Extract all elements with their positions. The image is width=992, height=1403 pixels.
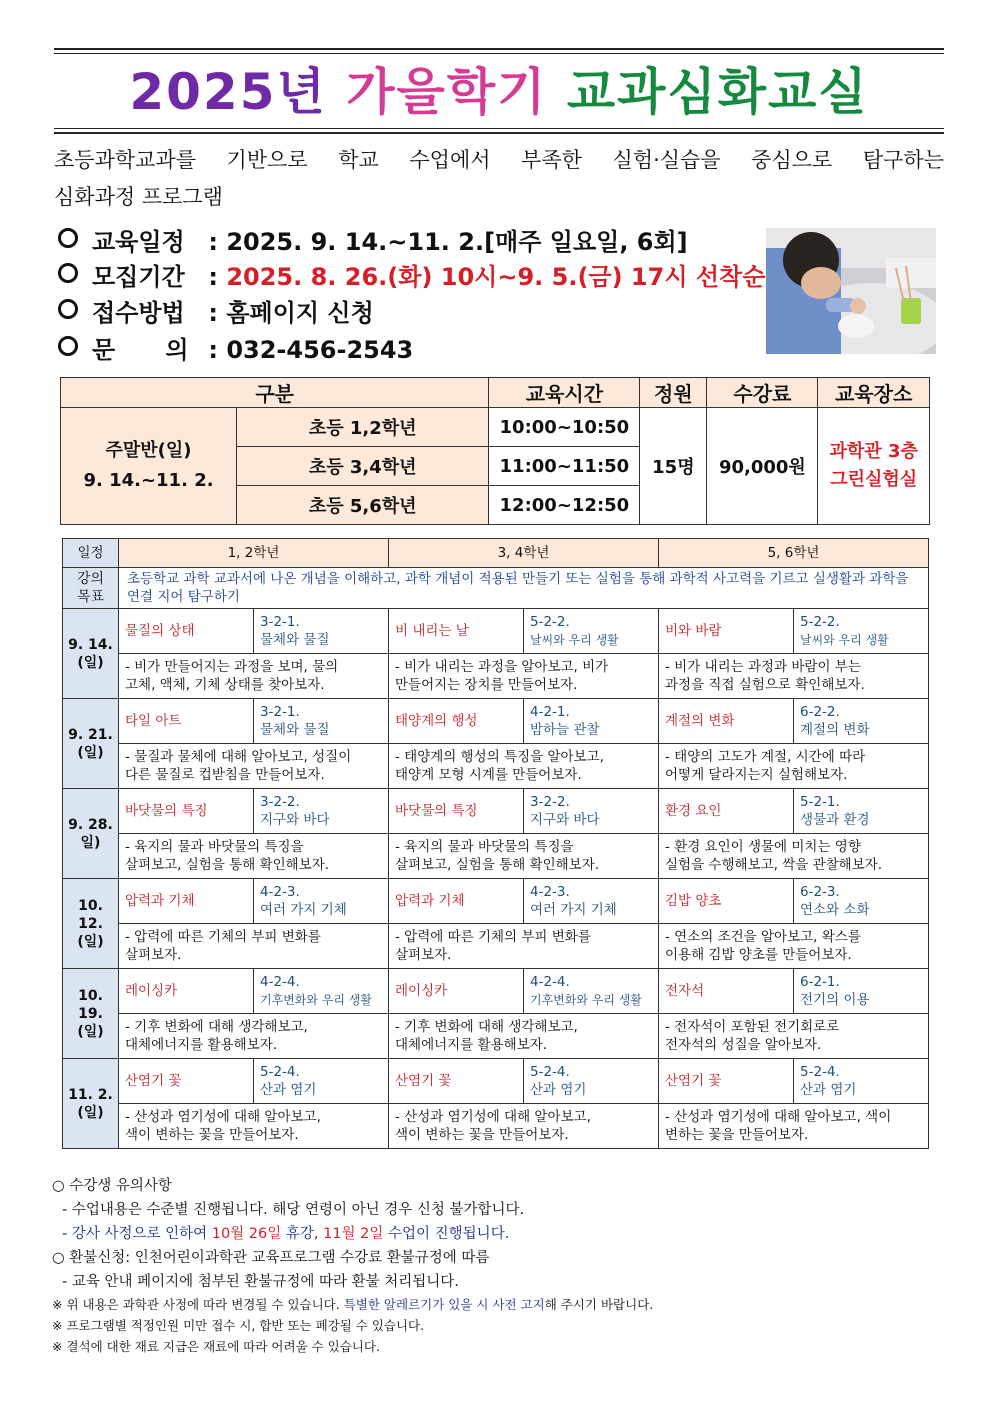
schedule-date: 10. 19. (일) [63,969,119,1059]
info-schedule: 교육일정 : 2025. 9. 14.~11. 2.[매주 일요일, 6회] [58,226,688,258]
lesson-description: - 태양의 고도가 계절, 시간에 따라 어떻게 달라지는지 실험해보자. [659,744,929,789]
summary-group: 주말반(일) 9. 14.~11. 2. [61,408,237,525]
info-recruit-value: 2025. 8. 26.(화) 10시~9. 5.(금) 17시 선착순 [226,263,766,291]
schedule-date: 10. 12. (일) [63,879,119,969]
lesson-topic: 산염기 꽃 [659,1059,794,1104]
lesson-description: - 압력에 따른 기체의 부피 변화를 살펴보자. [119,924,389,969]
summary-header-capacity: 정원 [640,378,707,408]
note-line: - 수업내용은 수준별 진행됩니다. 해당 연령이 아닌 경우 신청 불가합니다. [62,1202,525,1218]
curriculum-unit: 4-2-1. 밤하늘 관찰 [524,699,659,744]
note-heading-refund: ○ 환불신청: 인천어린이과학관 교육프로그램 수강료 환불규정에 따름 [52,1250,490,1266]
info-schedule-value: 2025. 9. 14.~11. 2.[매주 일요일, 6회] [226,228,688,256]
summary-place: 과학관 3층 그린실험실 [818,408,930,525]
lesson-topic: 비 내리는 날 [389,609,524,654]
summary-header-category: 구분 [61,378,489,408]
curriculum-unit: 6-2-3. 연소와 소화 [794,879,929,924]
schedule-table [62,538,929,1149]
lesson-topic: 태양계의 행성 [389,699,524,744]
schedule-date: 9. 28. 일) [63,789,119,879]
info-contact: 문 의 : 032-456-2543 [58,334,413,366]
lesson-topic: 비와 바람 [659,609,794,654]
summary-time: 10:00~10:50 [489,408,640,447]
lesson-description: - 기후 변화에 대해 생각해보고, 대체에너지를 활용해보자. [119,1014,389,1059]
title-program: 교과심화교실 [566,63,869,121]
lesson-description: - 기후 변화에 대해 생각해보고, 대체에너지를 활용해보자. [389,1014,659,1059]
summary-capacity: 15명 [640,408,707,525]
info-contact-value: 032-456-2543 [226,336,414,364]
summary-grade: 초등 1,2학년 [237,408,489,447]
lesson-description: - 비가 내리는 과정을 알아보고, 비가 만들어지는 장치를 만들어보자. [389,654,659,699]
curriculum-unit: 3-2-2. 지구와 바다 [524,789,659,834]
curriculum-unit: 3-2-1. 물체와 물질 [254,699,389,744]
lesson-description: - 전자석이 포함된 전기회로로 전자석의 성질을 알아보자. [659,1014,929,1059]
lesson-description: - 비가 만들어지는 과정을 보며, 물의 고체, 액체, 기체 상태를 찾아보자. [119,654,389,699]
curriculum-unit: 3-2-2. 지구와 바다 [254,789,389,834]
top-rule-1 [54,48,944,50]
lesson-topic: 산염기 꽃 [389,1059,524,1104]
intro-line-2: 심화과정 프로그램 [54,185,223,209]
curriculum-unit: 5-2-2. 날씨와 우리 생활 [794,609,929,654]
note-line: - 교육 안내 페이지에 첨부된 환불규정에 따라 환불 처리됩니다. [62,1274,459,1290]
info-apply-value: 홈페이지 신청 [226,299,374,327]
info-recruit: 모집기간 : 2025. 8. 26.(화) 10시~9. 5.(금) 17시 선착순 [58,261,765,293]
lesson-description: - 산성과 염기성에 대해 알아보고, 색이 변하는 꽃을 만들어보자. [119,1104,389,1149]
lesson-topic: 물질의 상태 [119,609,254,654]
lesson-topic: 산염기 꽃 [119,1059,254,1104]
lesson-description: - 물질과 물체에 대해 알아보고, 성질이 다른 물질로 컵받침을 만들어보자. [119,744,389,789]
lesson-topic: 바닷물의 특징 [389,789,524,834]
curriculum-unit: 4-2-3. 여러 가지 기체 [254,879,389,924]
curriculum-unit: 4-2-4. 기후변화와 우리 생활 [524,969,659,1014]
note-allergy: ※ 위 내용은 과학관 사정에 따라 변경될 수 있습니다. 특별한 알레르기가 있을 시 사전 고지해 주시기 바랍니다. [52,1297,654,1312]
curriculum-unit: 5-2-1. 생물과 환경 [794,789,929,834]
note-line: ※ 프로그램별 적정인원 미만 접수 시, 합반 또는 폐강될 수 있습니다. [52,1318,425,1333]
summary-grade: 초등 5,6학년 [237,486,489,525]
circle-bullet-icon [58,299,78,319]
circle-bullet-icon [58,228,78,248]
summary-header-place: 교육장소 [818,378,930,408]
lesson-topic: 레이싱카 [119,969,254,1014]
summary-time: 11:00~11:50 [489,447,640,486]
schedule-date: 11. 2. (일) [63,1059,119,1149]
lesson-topic: 환경 요인 [659,789,794,834]
note-line: ※ 결석에 대한 재료 지급은 재료에 따라 어려울 수 있습니다. [52,1339,380,1354]
title-semester: 가을학기 [346,63,548,121]
lesson-topic: 바닷물의 특징 [119,789,254,834]
summary-fee: 90,000원 [707,408,818,525]
lesson-description: - 비가 내리는 과정과 바람이 부는 과정을 직접 실험으로 확인해보자. [659,654,929,699]
curriculum-unit: 5-2-2. 날씨와 우리 생활 [524,609,659,654]
schedule-date: 9. 21. (일) [63,699,119,789]
schedule-header-date: 일정 [63,539,119,568]
summary-grade: 초등 3,4학년 [237,447,489,486]
schedule-header-grade34: 3, 4학년 [389,539,659,568]
lesson-description: - 압력에 따른 기체의 부피 변화를 살펴보자. [389,924,659,969]
lesson-topic: 압력과 기체 [119,879,254,924]
lesson-description: - 산성과 염기성에 대해 알아보고, 색이 변하는 꽃을 만들어보자. [659,1104,929,1149]
lesson-description: - 환경 요인이 생물에 미치는 영향 실험을 수행해보고, 싹을 관찰해보자. [659,834,929,879]
lesson-topic: 김밥 양초 [659,879,794,924]
curriculum-unit: 5-2-4. 산과 염기 [524,1059,659,1104]
title-year: 2025년 [129,63,327,121]
schedule-header-grade12: 1, 2학년 [119,539,389,568]
title-rule-2 [54,132,944,134]
summary-header-fee: 수강료 [707,378,818,408]
curriculum-unit: 6-2-2. 계절의 변화 [794,699,929,744]
class-photo [766,228,936,354]
curriculum-unit: 5-2-4. 산과 염기 [794,1059,929,1104]
intro-line-1: 초등과학교과를 기반으로 학교 수업에서 부족한 실험·실습을 중심으로 탐구하는 [54,148,944,172]
page-title [54,62,944,122]
curriculum-unit: 4-2-4. 기후변화와 우리 생활 [254,969,389,1014]
lesson-topic: 압력과 기체 [389,879,524,924]
notes [52,1174,952,1357]
goal-label: 강의 목표 [63,568,119,609]
lesson-description: - 연소의 조건을 알아보고, 왁스를 이용해 김밥 양초를 만들어보자. [659,924,929,969]
note-closure: - 강사 사정으로 인하여 10월 26일 휴강, 11월 2일 수업이 진행됩니다. [62,1226,510,1242]
title-rule-1 [54,128,944,129]
summary-time: 12:00~12:50 [489,486,640,525]
curriculum-unit: 5-2-4. 산과 염기 [254,1059,389,1104]
curriculum-unit: 6-2-1. 전기의 이용 [794,969,929,1014]
goal-text: 초등학교 과학 교과서에 나온 개념을 이해하고, 과학 개념이 적용된 만들기 또는 실험을 통해 과학적 사고력을 기르고 실생활과 과학을 연결 지어 탐구하기 [119,568,929,609]
schedule-header-grade56: 5, 6학년 [659,539,929,568]
lesson-topic: 계절의 변화 [659,699,794,744]
top-rule-2 [54,53,944,54]
lesson-topic: 타일 아트 [119,699,254,744]
summary-header-time: 교육시간 [489,378,640,408]
lesson-topic: 전자석 [659,969,794,1014]
circle-bullet-icon [58,263,78,283]
info-apply: 접수방법 : 홈페이지 신청 [58,297,374,329]
schedule-date: 9. 14. (일) [63,609,119,699]
lesson-description: - 태양계의 행성의 특징을 알아보고, 태양계 모형 시계를 만들어보자. [389,744,659,789]
circle-bullet-icon [58,336,78,356]
curriculum-unit: 4-2-3. 여러 가지 기체 [524,879,659,924]
curriculum-unit: 3-2-1. 물체와 물질 [254,609,389,654]
lesson-description: - 산성과 염기성에 대해 알아보고, 색이 변하는 꽃을 만들어보자. [389,1104,659,1149]
lesson-description: - 육지의 물과 바닷물의 특징을 살펴보고, 실험을 통해 확인해보자. [119,834,389,879]
note-heading-students: ○ 수강생 유의사항 [52,1178,172,1194]
lesson-description: - 육지의 물과 바닷물의 특징을 살펴보고, 실험을 통해 확인해보자. [389,834,659,879]
summary-table [60,377,930,525]
lesson-topic: 레이싱카 [389,969,524,1014]
